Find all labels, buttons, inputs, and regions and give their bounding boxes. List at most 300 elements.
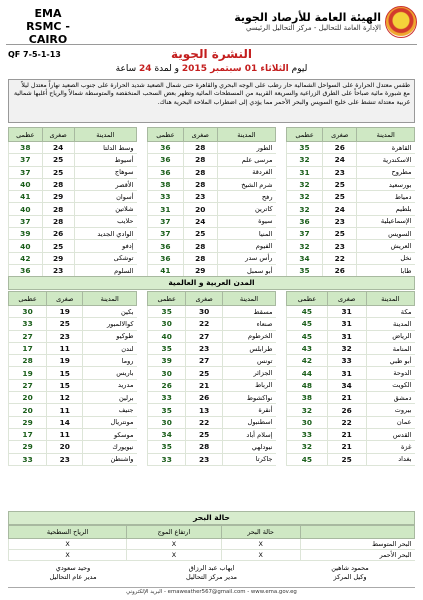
min-temp: 14 bbox=[47, 416, 83, 428]
min-temp: 20 bbox=[47, 441, 83, 453]
max-temp: 34 bbox=[287, 252, 323, 264]
sea-header-wave: ارتفاع الموج bbox=[127, 526, 222, 539]
city-row bbox=[287, 178, 415, 190]
city-row bbox=[287, 215, 415, 227]
city-name: أبو ظبي bbox=[366, 355, 414, 367]
max-temp: 37 bbox=[148, 215, 184, 227]
sea-state-table bbox=[8, 525, 415, 561]
min-temp: 11 bbox=[47, 428, 83, 440]
min-temp: 24 bbox=[323, 203, 357, 215]
max-temp: 34 bbox=[148, 428, 186, 440]
min-temp: 15 bbox=[47, 379, 83, 391]
city-row bbox=[9, 191, 137, 203]
max-temp: 41 bbox=[148, 264, 184, 276]
max-temp: 32 bbox=[287, 191, 323, 203]
city-row bbox=[148, 228, 276, 240]
city-name: الكويت bbox=[366, 379, 414, 391]
max-temp: 20 bbox=[9, 404, 47, 416]
city-row bbox=[148, 355, 276, 367]
city-row bbox=[287, 252, 415, 264]
city-name: الاسكندرية bbox=[357, 154, 415, 166]
sea-header-wind: الرياح السطحية bbox=[9, 526, 127, 539]
city-name: واشنطن bbox=[83, 453, 137, 465]
city-name: سوهاج bbox=[74, 166, 136, 178]
max-temp: 17 bbox=[9, 342, 47, 354]
city-row bbox=[287, 342, 415, 354]
city-name: شرم الشيخ bbox=[217, 178, 275, 190]
duration-prefix: و لمدة bbox=[154, 64, 180, 74]
sea-row bbox=[9, 550, 415, 561]
city-name: طوكيو bbox=[83, 330, 137, 342]
max-temp: 28 bbox=[9, 355, 47, 367]
max-temp: 26 bbox=[148, 379, 186, 391]
min-temp: 25 bbox=[42, 240, 74, 252]
city-name: القاهرة bbox=[357, 142, 415, 154]
sea-header-row bbox=[9, 526, 415, 539]
date-prefix: ليوم bbox=[291, 64, 308, 74]
table-header-row bbox=[287, 128, 415, 142]
max-temp: 40 bbox=[148, 330, 186, 342]
city-name: مونتريال bbox=[83, 416, 137, 428]
min-temp: 28 bbox=[186, 441, 223, 453]
min-temp: 28 bbox=[183, 178, 217, 190]
min-temp: 21 bbox=[327, 392, 366, 404]
header-city: المدينة bbox=[74, 128, 136, 142]
max-temp: 42 bbox=[287, 355, 328, 367]
city-row bbox=[148, 240, 276, 252]
table-header-row bbox=[9, 128, 137, 142]
city-row bbox=[9, 240, 137, 252]
max-temp: 32 bbox=[287, 178, 323, 190]
header-city: المدينة bbox=[217, 128, 275, 142]
min-temp: 22 bbox=[186, 416, 223, 428]
city-name: بورسعيد bbox=[357, 178, 415, 190]
world-table bbox=[8, 291, 137, 466]
max-temp: 43 bbox=[287, 342, 328, 354]
city-name: جنيف bbox=[83, 404, 137, 416]
max-temp: 33 bbox=[148, 453, 186, 465]
min-temp: 22 bbox=[186, 318, 223, 330]
max-temp: 35 bbox=[287, 142, 323, 154]
city-row bbox=[287, 416, 415, 428]
city-name: بكين bbox=[83, 306, 137, 318]
city-row bbox=[148, 379, 276, 391]
max-temp: 36 bbox=[9, 264, 43, 276]
max-temp: 42 bbox=[9, 252, 43, 264]
min-temp: 23 bbox=[186, 342, 223, 354]
city-row bbox=[287, 154, 415, 166]
city-name: حلايب bbox=[74, 215, 136, 227]
header-max: عظمى bbox=[148, 292, 186, 306]
min-temp: 25 bbox=[327, 453, 366, 465]
sea-section-title: حالة البحر bbox=[8, 511, 415, 525]
max-temp: 37 bbox=[9, 154, 43, 166]
signatory-role: مدير عام التحاليل bbox=[49, 572, 97, 581]
min-temp: 23 bbox=[186, 453, 223, 465]
min-temp: 33 bbox=[327, 355, 366, 367]
signatory-role: مدير مركز التحاليل bbox=[186, 572, 237, 581]
max-temp: 30 bbox=[148, 416, 186, 428]
header-min: صغرى bbox=[327, 292, 366, 306]
sea-name: البحر الأحمر bbox=[300, 550, 414, 561]
max-temp: 33 bbox=[9, 318, 47, 330]
footer-contact: emaweather567@gmail.com - www.ema.gov.eg - البريد الإلكتروني bbox=[8, 587, 415, 595]
city-name: أسوان bbox=[74, 191, 136, 203]
city-name: الإسماعيلية bbox=[357, 215, 415, 227]
min-temp: 13 bbox=[186, 404, 223, 416]
world-table bbox=[286, 291, 415, 466]
world-tables bbox=[8, 291, 415, 466]
city-row bbox=[148, 142, 276, 154]
min-temp: 23 bbox=[47, 330, 83, 342]
city-row bbox=[287, 404, 415, 416]
min-temp: 28 bbox=[183, 252, 217, 264]
max-temp: 33 bbox=[148, 191, 184, 203]
city-name: موسكو bbox=[83, 428, 137, 440]
city-row bbox=[148, 306, 276, 318]
city-row bbox=[9, 330, 137, 342]
city-row bbox=[148, 392, 276, 404]
org-name: الهيئة العامة للأرصاد الجوية bbox=[234, 11, 381, 24]
world-panel bbox=[8, 291, 137, 466]
min-temp: 11 bbox=[47, 404, 83, 416]
min-temp: 23 bbox=[323, 240, 357, 252]
max-temp: 33 bbox=[287, 428, 328, 440]
ema-text: EMA bbox=[34, 7, 62, 20]
sea-header-state: حالة البحر bbox=[221, 526, 300, 539]
max-temp: 32 bbox=[287, 203, 323, 215]
min-temp: 27 bbox=[186, 355, 223, 367]
world-panel bbox=[147, 291, 276, 466]
city-name: روما bbox=[83, 355, 137, 367]
city-row bbox=[148, 441, 276, 453]
min-temp: 11 bbox=[47, 342, 83, 354]
max-temp: 31 bbox=[148, 203, 184, 215]
city-name: الطور bbox=[217, 142, 275, 154]
max-temp: 41 bbox=[9, 191, 43, 203]
city-name: لندن bbox=[83, 342, 137, 354]
city-row bbox=[287, 453, 415, 465]
city-name: كاترين bbox=[217, 203, 275, 215]
max-temp: 38 bbox=[148, 178, 184, 190]
max-temp: 31 bbox=[287, 166, 323, 178]
city-row bbox=[148, 367, 276, 379]
max-temp: 19 bbox=[9, 367, 47, 379]
city-name: عمان bbox=[366, 416, 414, 428]
max-temp: 36 bbox=[287, 215, 323, 227]
max-temp: 30 bbox=[287, 416, 328, 428]
city-row bbox=[9, 215, 137, 227]
city-name: الجزائر bbox=[222, 367, 275, 379]
city-name: بغداد bbox=[366, 453, 414, 465]
city-row bbox=[9, 379, 137, 391]
header-max: عظمى bbox=[9, 292, 47, 306]
max-temp: 36 bbox=[148, 154, 184, 166]
city-name: كوالالمبور bbox=[83, 318, 137, 330]
city-name: دمياط bbox=[357, 191, 415, 203]
city-row bbox=[9, 404, 137, 416]
city-name: نيويورك bbox=[83, 441, 137, 453]
min-temp: 21 bbox=[327, 441, 366, 453]
city-name: رأس سدر bbox=[217, 252, 275, 264]
domestic-table bbox=[286, 127, 415, 277]
wave-height-mark: X bbox=[127, 550, 222, 561]
min-temp: 25 bbox=[323, 178, 357, 190]
city-name: بلطيم bbox=[357, 203, 415, 215]
city-row bbox=[148, 264, 276, 276]
ema-label bbox=[8, 7, 88, 46]
city-name: أبو سمبل bbox=[217, 264, 275, 276]
org-block bbox=[234, 6, 417, 38]
city-row bbox=[287, 379, 415, 391]
max-temp: 27 bbox=[9, 330, 47, 342]
city-row bbox=[148, 342, 276, 354]
max-temp: 48 bbox=[287, 379, 328, 391]
max-temp: 35 bbox=[148, 441, 186, 453]
city-name: تونس bbox=[222, 355, 275, 367]
header-city: المدينة bbox=[222, 292, 275, 306]
city-row bbox=[148, 330, 276, 342]
min-temp: 31 bbox=[327, 306, 366, 318]
max-temp: 29 bbox=[9, 441, 47, 453]
max-temp: 45 bbox=[287, 453, 328, 465]
city-name: وسط الدلتا bbox=[74, 142, 136, 154]
min-temp: 25 bbox=[183, 228, 217, 240]
domestic-table bbox=[8, 127, 137, 277]
max-temp: 35 bbox=[287, 264, 323, 276]
max-temp: 45 bbox=[287, 330, 328, 342]
min-temp: 23 bbox=[183, 191, 217, 203]
min-temp: 22 bbox=[327, 416, 366, 428]
city-row bbox=[287, 240, 415, 252]
city-name: دمشق bbox=[366, 392, 414, 404]
city-name: الأقصر bbox=[74, 178, 136, 190]
city-name: الرياض bbox=[366, 330, 414, 342]
min-temp: 23 bbox=[47, 453, 83, 465]
min-temp: 31 bbox=[327, 367, 366, 379]
city-row bbox=[9, 252, 137, 264]
signatory-role: وكيل المركز bbox=[333, 572, 367, 581]
header-min: صغرى bbox=[323, 128, 357, 142]
rsmc-text: RSMC - CAIRO bbox=[26, 20, 70, 46]
city-name: مطروح bbox=[357, 166, 415, 178]
min-temp: 15 bbox=[47, 367, 83, 379]
city-name: المنيا bbox=[217, 228, 275, 240]
min-temp: 28 bbox=[183, 166, 217, 178]
header-min: صغرى bbox=[183, 128, 217, 142]
city-name: الرباط bbox=[222, 379, 275, 391]
min-temp: 25 bbox=[47, 318, 83, 330]
header-max: عظمى bbox=[148, 128, 184, 142]
city-row bbox=[148, 404, 276, 416]
city-row bbox=[9, 228, 137, 240]
min-temp: 26 bbox=[323, 264, 357, 276]
max-temp: 36 bbox=[148, 240, 184, 252]
min-temp: 26 bbox=[186, 392, 223, 404]
min-temp: 25 bbox=[186, 367, 223, 379]
city-row bbox=[148, 416, 276, 428]
domestic-tables bbox=[8, 127, 415, 277]
city-row bbox=[9, 306, 137, 318]
max-temp: 36 bbox=[148, 142, 184, 154]
min-temp: 28 bbox=[183, 240, 217, 252]
domestic-panel bbox=[286, 127, 415, 277]
header-max: عظمى bbox=[287, 292, 328, 306]
max-temp: 40 bbox=[9, 240, 43, 252]
header-city: المدينة bbox=[366, 292, 414, 306]
max-temp: 20 bbox=[9, 392, 47, 404]
sea-row bbox=[9, 539, 415, 550]
city-name: السلوم bbox=[74, 264, 136, 276]
city-name: برلين bbox=[83, 392, 137, 404]
city-row bbox=[148, 252, 276, 264]
city-name: نواكشوط bbox=[222, 392, 275, 404]
min-temp: 22 bbox=[323, 252, 357, 264]
bulletin-page bbox=[6, 4, 417, 596]
city-row bbox=[9, 178, 137, 190]
min-temp: 28 bbox=[42, 215, 74, 227]
city-name: بيروت bbox=[366, 404, 414, 416]
city-name: مرسى علم bbox=[217, 154, 275, 166]
domestic-panel bbox=[147, 127, 276, 277]
city-name: شلاتين bbox=[74, 203, 136, 215]
city-row bbox=[9, 342, 137, 354]
city-name: رفح bbox=[217, 191, 275, 203]
min-temp: 19 bbox=[47, 355, 83, 367]
city-name: الخرطوم bbox=[222, 330, 275, 342]
header-city: المدينة bbox=[83, 292, 137, 306]
city-row bbox=[148, 191, 276, 203]
form-code: QF 7-5-1-13 bbox=[8, 50, 61, 59]
sea-name: البحر المتوسط bbox=[300, 539, 414, 550]
max-temp: 36 bbox=[148, 166, 184, 178]
city-name: المنامة bbox=[366, 342, 414, 354]
min-temp: 31 bbox=[327, 318, 366, 330]
city-row bbox=[9, 355, 137, 367]
city-name: السويس bbox=[357, 228, 415, 240]
city-row bbox=[9, 166, 137, 178]
city-row bbox=[287, 142, 415, 154]
header-max: عظمى bbox=[287, 128, 323, 142]
signatory-name: ايهاب عبد الرزاق bbox=[188, 564, 235, 572]
city-row bbox=[148, 154, 276, 166]
city-name: أنقرة bbox=[222, 404, 275, 416]
max-temp: 30 bbox=[148, 318, 186, 330]
city-row bbox=[287, 203, 415, 215]
city-name: سيوة bbox=[217, 215, 275, 227]
city-row bbox=[148, 453, 276, 465]
city-row bbox=[9, 416, 137, 428]
max-temp: 37 bbox=[148, 228, 184, 240]
min-temp: 19 bbox=[47, 306, 83, 318]
min-temp: 25 bbox=[323, 191, 357, 203]
min-temp: 24 bbox=[323, 154, 357, 166]
table-header-row bbox=[148, 292, 276, 306]
city-row bbox=[9, 264, 137, 276]
city-name: مدريد bbox=[83, 379, 137, 391]
city-name: مسقط bbox=[222, 306, 275, 318]
city-name: جاكرتا bbox=[222, 453, 275, 465]
header bbox=[6, 4, 417, 45]
city-row bbox=[9, 203, 137, 215]
min-temp: 28 bbox=[183, 142, 217, 154]
signature-block bbox=[8, 564, 138, 581]
signature-block bbox=[147, 564, 277, 581]
city-row bbox=[9, 428, 137, 440]
header-max: عظمى bbox=[9, 128, 43, 142]
city-row bbox=[287, 166, 415, 178]
table-header-row bbox=[9, 292, 137, 306]
max-temp: 38 bbox=[287, 392, 328, 404]
max-temp: 39 bbox=[148, 355, 186, 367]
org-names bbox=[234, 11, 381, 33]
max-temp: 35 bbox=[148, 342, 186, 354]
city-row bbox=[148, 203, 276, 215]
city-row bbox=[9, 318, 137, 330]
date-value: الثلاثاء 01 سبتمبر 2015 bbox=[181, 64, 289, 74]
city-name: إدفو bbox=[74, 240, 136, 252]
city-row bbox=[287, 355, 415, 367]
city-row bbox=[9, 453, 137, 465]
city-name: طرابلس bbox=[222, 342, 275, 354]
max-temp: 32 bbox=[287, 441, 328, 453]
city-row bbox=[287, 441, 415, 453]
city-name: نخل bbox=[357, 252, 415, 264]
duration-suffix: ساعة bbox=[115, 64, 137, 74]
sea-state-mark: X bbox=[221, 550, 300, 561]
header-min: صغرى bbox=[42, 128, 74, 142]
city-row bbox=[287, 392, 415, 404]
city-name: مكة bbox=[366, 306, 414, 318]
city-name: إسلام أباد bbox=[222, 428, 275, 440]
surface-wind-mark: X bbox=[9, 550, 127, 561]
max-temp: 40 bbox=[9, 203, 43, 215]
city-name: غزة bbox=[366, 441, 414, 453]
max-temp: 38 bbox=[9, 142, 43, 154]
min-temp: 32 bbox=[327, 342, 366, 354]
city-name: باريس bbox=[83, 367, 137, 379]
min-temp: 28 bbox=[42, 178, 74, 190]
min-temp: 29 bbox=[42, 191, 74, 203]
max-temp: 27 bbox=[9, 379, 47, 391]
max-temp: 30 bbox=[9, 306, 47, 318]
max-temp: 32 bbox=[287, 404, 328, 416]
max-temp: 39 bbox=[9, 228, 43, 240]
city-row bbox=[287, 330, 415, 342]
signature-block bbox=[285, 564, 415, 581]
city-row bbox=[148, 215, 276, 227]
city-name: المدينة bbox=[366, 318, 414, 330]
city-row bbox=[287, 318, 415, 330]
min-temp: 25 bbox=[42, 166, 74, 178]
max-temp: 33 bbox=[9, 453, 47, 465]
city-name: الغردقة bbox=[217, 166, 275, 178]
city-name: الوادي الجديد bbox=[74, 228, 136, 240]
max-temp: 45 bbox=[287, 318, 328, 330]
city-row bbox=[148, 428, 276, 440]
city-row bbox=[287, 428, 415, 440]
signatory-name: وحيد سعودي bbox=[55, 564, 91, 572]
city-row bbox=[287, 228, 415, 240]
table-header-row bbox=[287, 292, 415, 306]
min-temp: 30 bbox=[186, 306, 223, 318]
min-temp: 25 bbox=[323, 228, 357, 240]
max-temp: 17 bbox=[9, 428, 47, 440]
max-temp: 44 bbox=[287, 367, 328, 379]
min-temp: 26 bbox=[323, 142, 357, 154]
city-row bbox=[287, 191, 415, 203]
sea-state-mark: X bbox=[221, 539, 300, 550]
